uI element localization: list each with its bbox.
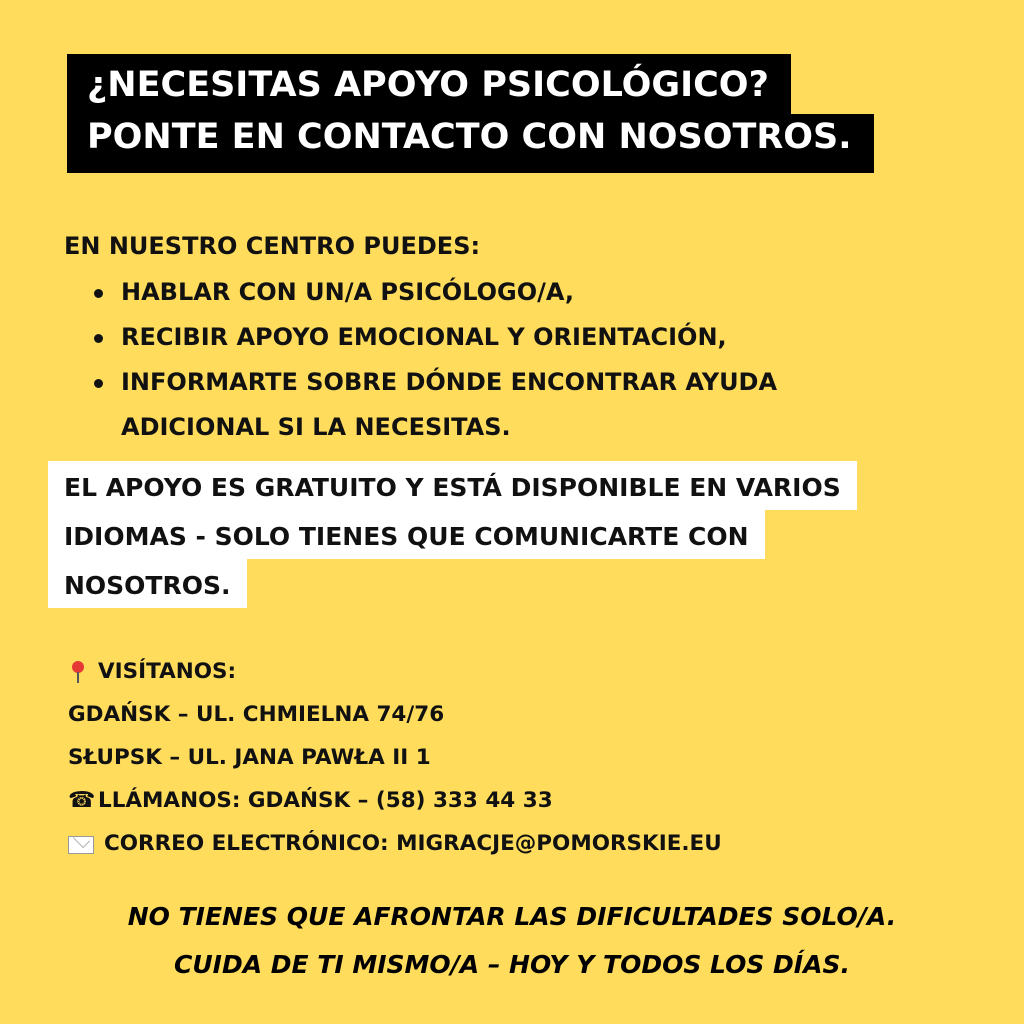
services-heading: EN NUESTRO CENTRO PUEDES: [64,232,481,260]
phone-text[interactable]: LLÁMANOS: GDAŃSK – (58) 333 44 33 [98,788,553,813]
email-text[interactable]: CORREO ELECTRÓNICO: MIGRACJE@POMORSKIE.EU [104,831,722,856]
contact-section [68,650,968,865]
highlight-line-1: EL APOYO ES GRATUITO Y ESTÁ DISPONIBLE EN VARIOS [48,461,857,510]
closing-line-1: NO TIENES QUE AFRONTAR LAS DIFICULTADES SOLO/A. [127,902,897,931]
phone-icon: ☎ [68,787,96,813]
highlight-line-3: NOSOTROS. [48,559,247,608]
closing-line-2: CUIDA DE TI MISMO/A – HOY Y TODOS LOS DÍAS. [174,950,850,979]
phone-row [68,779,968,822]
address-gdansk: GDAŃSK – UL. CHMIELNA 74/76 [68,702,445,727]
title-line-2: PONTE EN CONTACTO CON NOSOTROS. [67,114,874,174]
email-row [68,822,968,865]
visit-row [68,650,968,693]
services-section [64,222,964,450]
highlight-line-2: IDIOMAS - SOLO TIENES QUE COMUNICARTE CON [48,510,765,559]
highlight-box [48,461,857,608]
services-list [64,270,964,450]
service-item-info [94,360,964,450]
closing-message [0,893,1024,989]
service-item-info-text: INFORMARTE SOBRE DÓNDE ENCONTRAR AYUDA ADICIONAL SI LA NECESITAS. [121,368,778,441]
visit-label: VISÍTANOS: [98,659,237,684]
envelope-icon [68,833,96,855]
address-slupsk: SŁUPSK – UL. JANA PAWŁA II 1 [68,745,431,770]
title-line-1: ¿NECESITAS APOYO PSICOLÓGICO? [67,54,791,116]
pin-icon [68,661,90,683]
service-item-talk: HABLAR CON UN/A PSICÓLOGO/A, [94,270,964,315]
page-title [67,54,874,173]
service-item-support: RECIBIR APOYO EMOCIONAL Y ORIENTACIÓN, [94,315,964,360]
